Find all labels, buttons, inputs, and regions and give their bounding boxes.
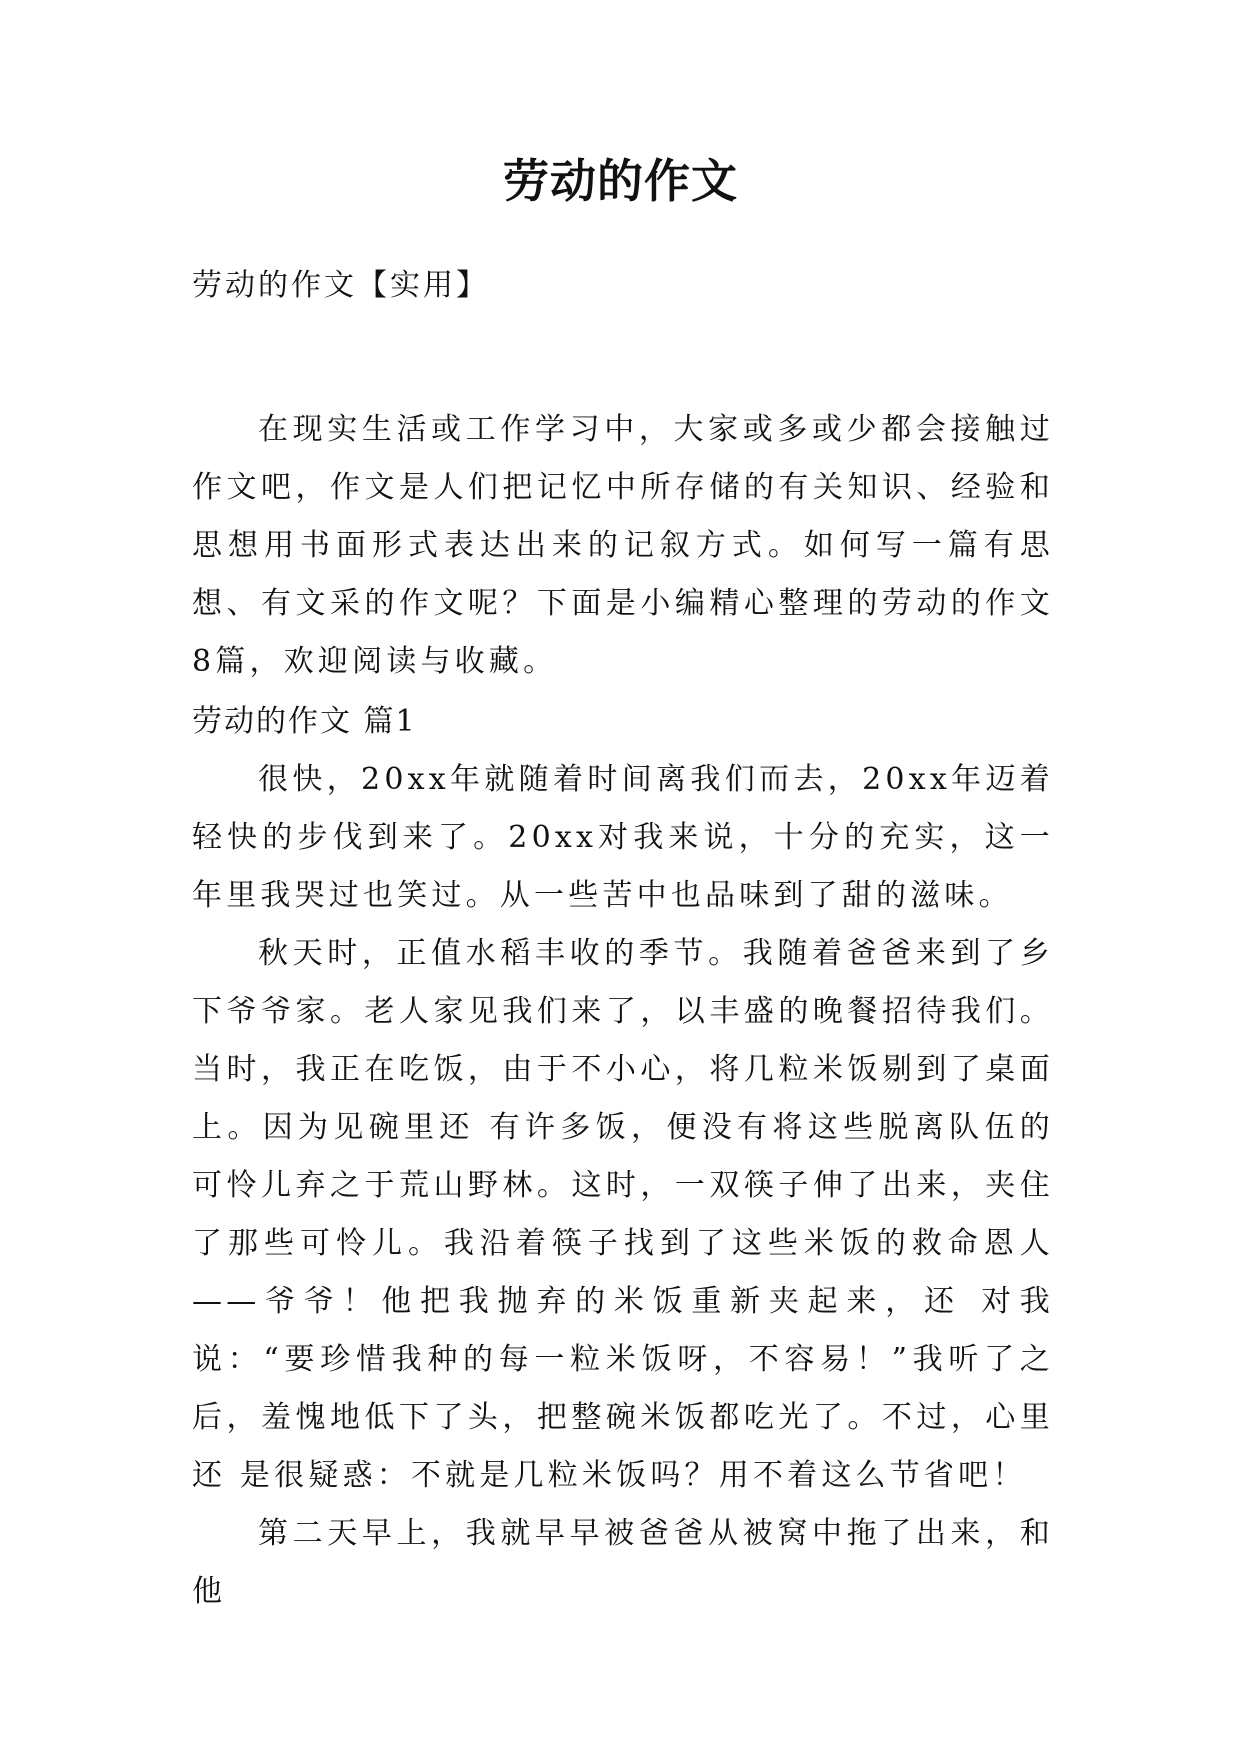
document-subtitle: 劳动的作文【实用】 [192, 268, 489, 303]
essay-paragraph: 第二天早上，我就早早被爸爸从被窝中拖了出来，和他 [192, 1516, 1054, 1609]
section-heading: 劳动的作文 篇1 [192, 704, 417, 739]
intro-block [192, 401, 1054, 691]
essay-body [192, 751, 1054, 1621]
intro-paragraph: 在现实生活或工作学习中，大家或多或少都会接触过作文吧，作文是人们把记忆中所存储的有关知识、经验和思想用书面形式表达出来的记叙方式。如何写一篇有思想、有文采的作文呢？下面是小编精心整理的劳动的作文8篇，欢迎阅读与收藏。 [192, 412, 1054, 679]
essay-paragraph: 很快，20xx年就随着时间离我们而去，20xx年迈着轻快的步伐到来了。20xx对我来说，十分的充实，这一年里我哭过也笑过。从一些苦中也品味到了甜的滋味。 [192, 762, 1054, 913]
document-title: 劳动的作文 [503, 154, 738, 208]
essay-paragraph: 秋天时，正值水稻丰收的季节。我随着爸爸来到了乡下爷爷家。老人家见我们来了，以丰盛的晚餐招待我们。当时，我正在吃饭，由于不小心，将几粒米饭剔到了桌面上。因为见碗里还 有许多饭，便没有将这些脱离队伍的可怜儿弃之于荒山野林。这时，一双筷子伸了出来，夹住了那些可怜儿。我沿着筷子找到了这些米饭的救命恩人——爷爷！他把我抛弃的米饭重新夹起来，还 对我说：“要珍惜我种的每一粒米饭呀，不容易！”我听了之后，羞愧地低下了头，把整碗米饭都吃光了。不过，心里还 是很疑惑：不就是几粒米饭吗？用不着这么节省吧！ [192, 936, 1054, 1493]
